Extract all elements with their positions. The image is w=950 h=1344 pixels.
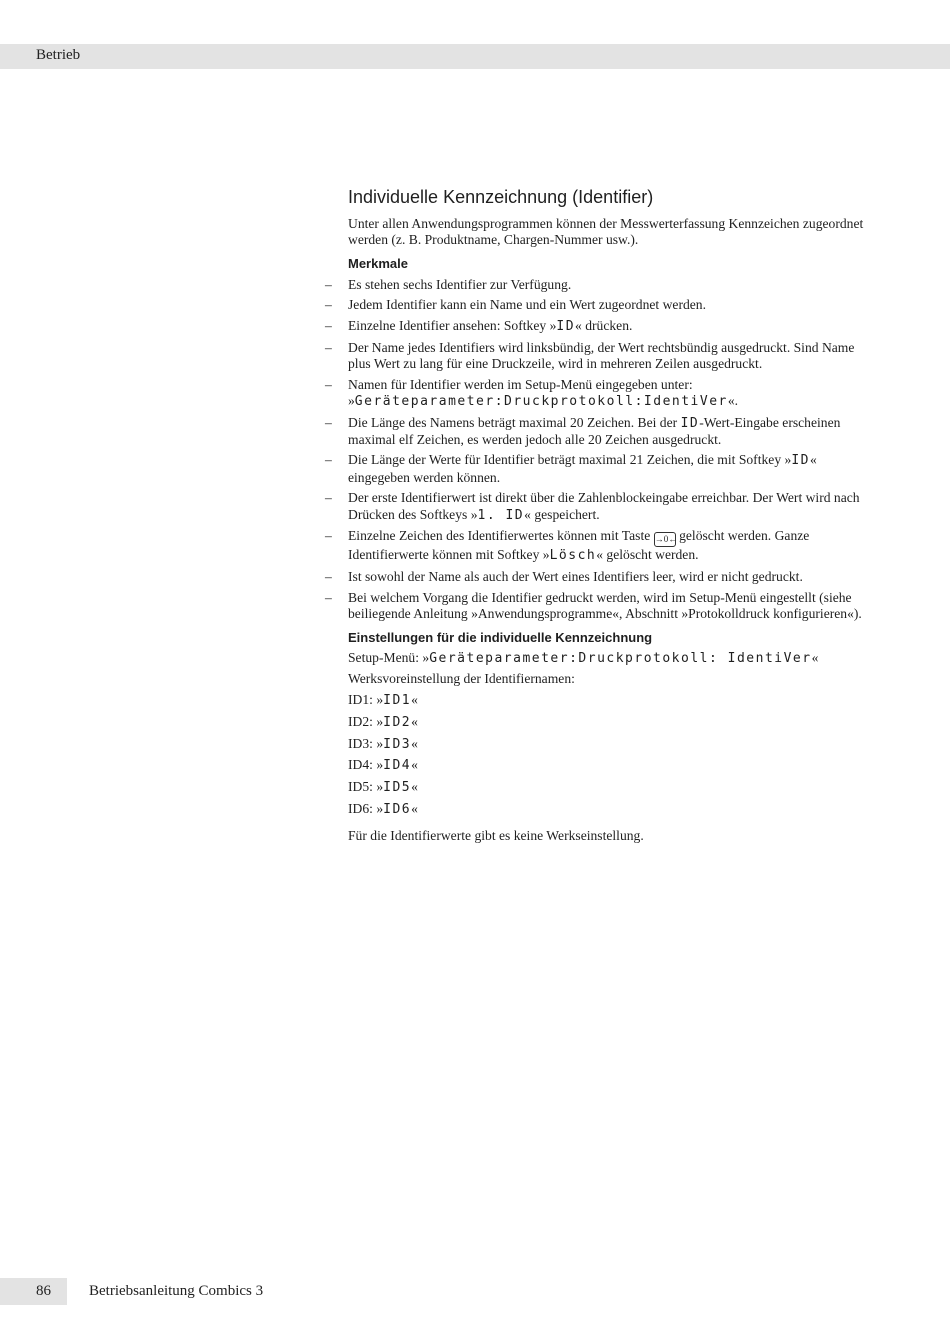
id-default-row: ID1: »ID1« xyxy=(348,692,418,709)
list-item: – Der Name jedes Identifiers wird linksbündig, der Wert rechtsbündig ausgedruckt. Sind Name plus Wert zu lang für eine Druckzeile, wird in mehreren Zeilen ausgedruckt. xyxy=(348,340,873,372)
list-item: – Die Länge des Namens beträgt maximal 20 Zeichen. Bei der ID-Wert-Eingabe erscheinen maximal elf Zeichen, es werden jedoch alle 20 Zeichen ausgedruckt. xyxy=(348,415,873,448)
manual-title: Betriebsanleitung Combics 3 xyxy=(89,1283,264,1299)
softkey-code: 1. ID xyxy=(477,507,525,523)
page-title: Individuelle Kennzeichnung (Identifier) xyxy=(348,187,654,207)
softkey-code: Lösch xyxy=(549,548,597,564)
softkey-code: ID xyxy=(556,319,576,335)
factory-defaults-label: Werksvoreinstellung der Identifiernamen: xyxy=(348,671,575,687)
list-item: – Einzelne Zeichen des Identifierwertes können mit Taste →0← gelöscht werden. Ganze Identifierwerte können mit Softkey »Lösch« gelöscht werden. xyxy=(348,528,873,564)
closing-paragraph: Für die Identifierwerte gibt es keine Werkseinstellung. xyxy=(348,827,644,843)
main-content xyxy=(348,186,873,852)
page-number-box xyxy=(0,1278,67,1305)
id-default-row: ID3: »ID3« xyxy=(348,735,418,752)
list-item: – Bei welchem Vorgang die Identifier gedruckt werden, wird im Setup-Menü eingestellt (siehe beiliegende Anleitung »Anwendungsprogramme«, Abschnitt »Protokolldruck konfigurieren«). xyxy=(348,590,873,622)
features-list xyxy=(348,277,873,622)
page-number: 86 xyxy=(36,1283,51,1299)
list-item: – Einzelne Identifier ansehen: Softkey »ID« drücken. xyxy=(348,318,873,335)
list-item: – Der erste Identifierwert ist direkt über die Zahlenblockeingabe erreichbar. Der Wert wird nach Drücken des Softkeys »1. ID« gespeichert. xyxy=(348,490,873,523)
menu-path-code: Geräteparameter:Druckprotokoll: IdentiVer xyxy=(429,651,812,667)
header-band xyxy=(0,44,950,69)
id-default-row: ID5: »ID5« xyxy=(348,778,418,795)
id-default-row: ID2: »ID2« xyxy=(348,713,418,730)
section-title: Betrieb xyxy=(36,47,81,63)
settings-heading: Einstellungen für die individuelle Kennzeichnung xyxy=(348,630,653,646)
list-item: – Namen für Identifier werden im Setup-Menü eingegeben unter: »Geräteparameter:Druckprotokoll:IdentiVer«. xyxy=(348,377,873,410)
intro-paragraph: Unter allen Anwendungsprogrammen können der Messwerterfassung Kennzeichen zugeordnet werden (z. B. Produktname, Chargen-Nummer usw.). xyxy=(348,216,864,248)
list-item: – Jedem Identifier kann ein Name und ein Wert zugeordnet werden. xyxy=(348,297,873,313)
setup-menu-line: Setup-Menü: »Geräteparameter:Druckprotokoll: IdentiVer« xyxy=(348,650,819,667)
id-default-row: ID6: »ID6« xyxy=(348,800,418,817)
softkey-code: ID xyxy=(791,453,810,469)
list-item: – Es stehen sechs Identifier zur Verfügung. xyxy=(348,277,873,293)
features-heading: Merkmale xyxy=(348,256,408,272)
menu-path-code: Geräteparameter:Druckprotokoll:IdentiVer xyxy=(354,393,728,409)
softkey-code: ID xyxy=(680,415,700,431)
id-default-row: ID4: »ID4« xyxy=(348,757,418,774)
list-item: – Ist sowohl der Name als auch der Wert eines Identifiers leer, wird er nicht gedruckt. xyxy=(348,569,873,585)
clear-key-icon: →0← xyxy=(654,532,676,547)
list-item: – Die Länge der Werte für Identifier beträgt maximal 21 Zeichen, die mit Softkey »ID« eingegeben werden können. xyxy=(348,452,873,485)
